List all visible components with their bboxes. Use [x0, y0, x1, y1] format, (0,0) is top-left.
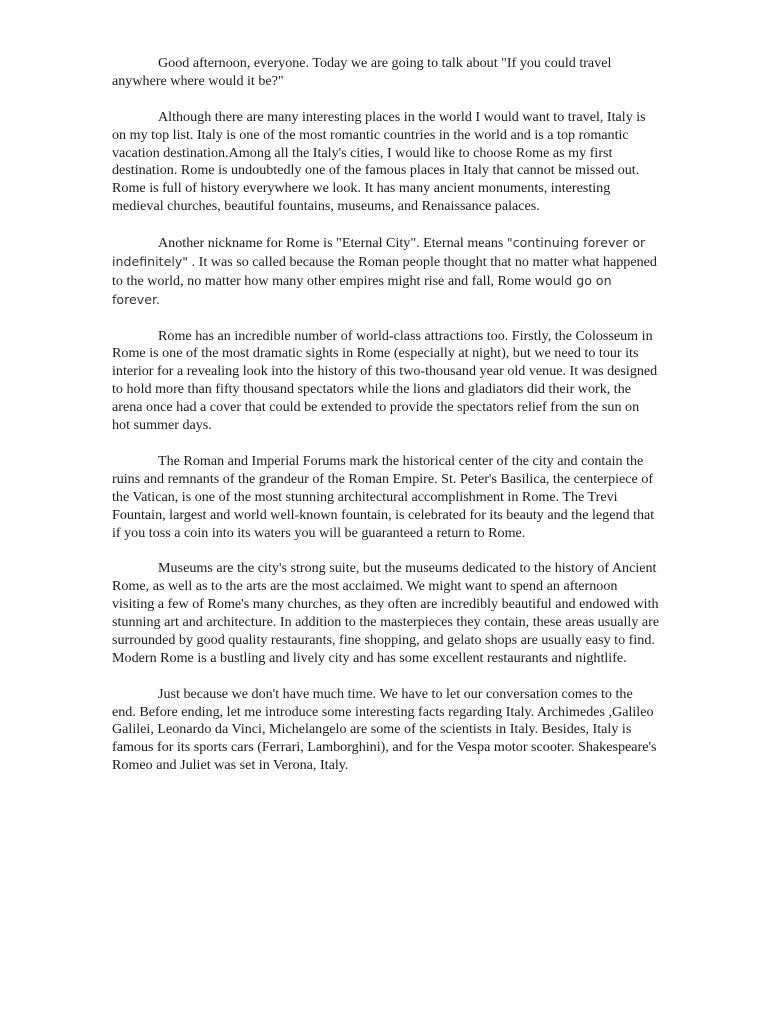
paragraph-colosseum: Rome has an incredible number of world-class attractions too. Firstly, the Colosseum in Rome is one of the most dramatic sights in Rome (especially at night), but we need to tour its interior for a revealing look into the history of this two-thousand year old venue. It was designed to hold more than fifty thousand spectators while the lions and gladiators did their work, the arena once had a cover that could be extended to provide the spectators relief from the sun on hot summer days.	[112, 327, 658, 434]
document-page	[112, 55, 660, 793]
paragraph-greeting: Good afternoon, everyone. Today we are going to talk about "If you could travel anywhere where would it be?"	[112, 55, 612, 89]
eternal-definition-quote: "continuing forever or indefinitely"	[112, 235, 646, 269]
paragraph-museums: Museums are the city's strong suite, but the museums dedicated to the history of Ancient Rome, as well as to the arts are the most acclaimed. We might want to spend an afternoon visiting a few of Rome's many churches, as they often are incredibly beautiful and endowed with stunning art and architecture. In addition to the masterpieces they contain, these areas usually are surrounded by good quality restaurants, fine shopping, and gelato shops are usually easy to find. Modern Rome is a bustling and lively city and has some excellent restaurants and nightlife.	[112, 560, 660, 666]
paragraph-closing-facts: Just because we don't have much time. We have to let our conversation comes to the end. Before ending, let me introduce some interesting facts regarding Italy. Archimedes ,Galileo Galilei, Leonardo da Vinci, Michelangelo are some of the scientists in Italy. Besides, Italy is famous for its sports cars (Ferrari, Lamborghini), and for the Vespa motor scooter. Shakespeare's Romeo and Juliet was set in Verona, Italy.	[112, 685, 657, 774]
paragraph-forums: The Roman and Imperial Forums mark the historical center of the city and contain the ruins and remnants of the grandeur of the Roman Empire. St. Peter's Basilica, the centerpiece of the Vatican, is one of the most stunning architectural accomplishment in Rome. The Trevi Fountain, largest and world well-known fountain, is celebrated for its beauty and the legend that if you toss a coin into its waters you will be guaranteed a return to Rome.	[112, 452, 655, 541]
paragraph-italy-intro: Although there are many interesting places in the world I would want to travel, Italy is on my top list. Italy is one of the most romantic countries in the world and is a top romantic vacation destination.Among all the Italy's cities, I would like to choose Rome as my first destination. Rome is undoubtedly one of the famous places in Italy that cannot be missed out. Rome is full of history everywhere we look. It has many ancient monuments, interesting medieval churches, beautiful fountains, museums, and Renaissance palaces.	[112, 108, 646, 215]
eternal-city-text-start: Another nickname for Rome is "Eternal City". Eternal means	[158, 235, 507, 252]
eternal-city-text-end: would go on forever.	[112, 272, 612, 307]
paragraph-eternal-city	[112, 234, 660, 310]
eternal-city-text-middle: . It was so called because the Roman people thought that no matter what happened to the world, no matter how many other empires might rise and fall, Rome	[112, 253, 657, 289]
